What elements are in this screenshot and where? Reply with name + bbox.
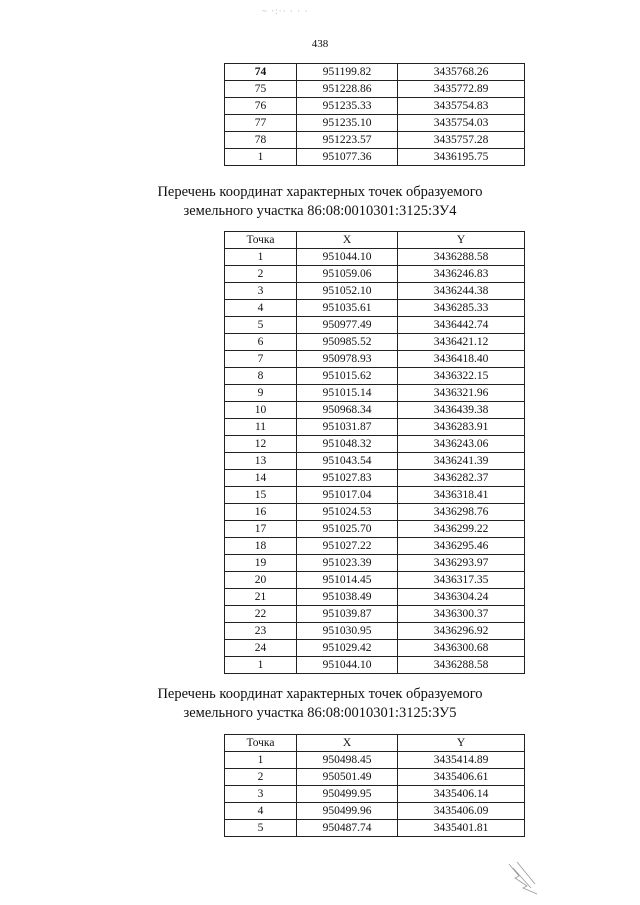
table-row	[225, 98, 525, 115]
y-coordinate-cell: 3436195.75	[398, 149, 525, 166]
y-coordinate-cell: 3436288.58	[398, 249, 525, 266]
y-coordinate-cell: 3436282.37	[398, 470, 525, 487]
table-row	[225, 81, 525, 98]
point-number-cell: 2	[225, 769, 297, 786]
x-coordinate-cell: 951015.62	[297, 368, 398, 385]
point-number-cell: 1	[225, 249, 297, 266]
x-coordinate-cell: 950985.52	[297, 334, 398, 351]
y-coordinate-cell: 3435414.89	[398, 752, 525, 769]
y-coordinate-cell: 3436246.83	[398, 266, 525, 283]
y-coordinate-cell: 3436322.15	[398, 368, 525, 385]
y-coordinate-cell: 3436298.76	[398, 504, 525, 521]
table-row	[225, 623, 525, 640]
x-coordinate-cell: 951015.14	[297, 385, 398, 402]
x-coordinate-cell: 950977.49	[297, 317, 398, 334]
table-row	[225, 521, 525, 538]
x-coordinate-cell: 951059.06	[297, 266, 398, 283]
column-header: Y	[398, 232, 525, 249]
x-coordinate-cell: 951048.32	[297, 436, 398, 453]
table-row	[225, 786, 525, 803]
section-title-zu4-line1: Перечень координат характерных точек образуемого	[157, 184, 483, 200]
y-coordinate-cell: 3436244.38	[398, 283, 525, 300]
column-header: X	[297, 232, 398, 249]
table-row	[225, 334, 525, 351]
x-coordinate-cell: 950978.93	[297, 351, 398, 368]
y-coordinate-cell: 3435772.89	[398, 81, 525, 98]
point-number-cell: 1	[225, 752, 297, 769]
point-number-cell: 3	[225, 786, 297, 803]
y-coordinate-cell: 3435406.09	[398, 803, 525, 820]
point-number-cell: 19	[225, 555, 297, 572]
point-number-cell: 74	[225, 64, 297, 81]
point-number-cell: 10	[225, 402, 297, 419]
y-coordinate-cell: 3435754.83	[398, 98, 525, 115]
table-row	[225, 538, 525, 555]
x-coordinate-cell: 951035.61	[297, 300, 398, 317]
x-coordinate-cell: 951039.87	[297, 606, 398, 623]
coords-table-zu4	[224, 231, 525, 674]
y-coordinate-cell: 3436300.37	[398, 606, 525, 623]
point-number-cell: 23	[225, 623, 297, 640]
x-coordinate-cell: 951052.10	[297, 283, 398, 300]
point-number-cell: 15	[225, 487, 297, 504]
table-row	[225, 115, 525, 132]
column-header: Точка	[225, 232, 297, 249]
table-row	[225, 820, 525, 837]
x-coordinate-cell: 950968.34	[297, 402, 398, 419]
page-number: 438	[311, 38, 329, 50]
table-row	[225, 249, 525, 266]
y-coordinate-cell: 3436300.68	[398, 640, 525, 657]
table-row	[225, 300, 525, 317]
point-number-cell: 21	[225, 589, 297, 606]
x-coordinate-cell: 951027.83	[297, 470, 398, 487]
x-coordinate-cell: 951031.87	[297, 419, 398, 436]
point-number-cell: 17	[225, 521, 297, 538]
y-coordinate-cell: 3436442.74	[398, 317, 525, 334]
point-number-cell: 1	[225, 149, 297, 166]
y-coordinate-cell: 3436293.97	[398, 555, 525, 572]
table-row	[225, 132, 525, 149]
point-number-cell: 6	[225, 334, 297, 351]
table-row	[225, 640, 525, 657]
point-number-cell: 9	[225, 385, 297, 402]
x-coordinate-cell: 950501.49	[297, 769, 398, 786]
table-row	[225, 266, 525, 283]
x-coordinate-cell: 951199.82	[297, 64, 398, 81]
point-number-cell: 11	[225, 419, 297, 436]
y-coordinate-cell: 3435768.26	[398, 64, 525, 81]
y-coordinate-cell: 3435406.14	[398, 786, 525, 803]
y-coordinate-cell: 3436299.22	[398, 521, 525, 538]
table-row	[225, 149, 525, 166]
x-coordinate-cell: 950498.45	[297, 752, 398, 769]
x-coordinate-cell: 951023.39	[297, 555, 398, 572]
table-row	[225, 436, 525, 453]
table-row	[225, 64, 525, 81]
x-coordinate-cell: 951223.57	[297, 132, 398, 149]
table-row	[225, 769, 525, 786]
x-coordinate-cell: 950487.74	[297, 820, 398, 837]
y-coordinate-cell: 3436243.06	[398, 436, 525, 453]
point-number-cell: 5	[225, 317, 297, 334]
coords-table-zu5	[224, 734, 525, 837]
top-marks: ~ ·:·· · · ·	[262, 6, 309, 16]
table-row	[225, 317, 525, 334]
table-row	[225, 752, 525, 769]
point-number-cell: 4	[225, 803, 297, 820]
point-number-cell: 78	[225, 132, 297, 149]
x-coordinate-cell: 951228.86	[297, 81, 398, 98]
y-coordinate-cell: 3436288.58	[398, 657, 525, 674]
table-row	[225, 419, 525, 436]
point-number-cell: 22	[225, 606, 297, 623]
x-coordinate-cell: 951235.33	[297, 98, 398, 115]
y-coordinate-cell: 3436285.33	[398, 300, 525, 317]
x-coordinate-cell: 951029.42	[297, 640, 398, 657]
point-number-cell: 76	[225, 98, 297, 115]
x-coordinate-cell: 951043.54	[297, 453, 398, 470]
point-number-cell: 18	[225, 538, 297, 555]
table-row	[225, 803, 525, 820]
y-coordinate-cell: 3436418.40	[398, 351, 525, 368]
point-number-cell: 20	[225, 572, 297, 589]
y-coordinate-cell: 3436321.96	[398, 385, 525, 402]
table-row	[225, 606, 525, 623]
x-coordinate-cell: 951044.10	[297, 249, 398, 266]
section-title-zu5-line1: Перечень координат характерных точек образуемого	[157, 686, 483, 702]
section-title-zu5	[0, 685, 640, 723]
point-number-cell: 5	[225, 820, 297, 837]
coords-table-continuation	[224, 63, 525, 166]
table-row	[225, 402, 525, 419]
table-row	[225, 657, 525, 674]
column-header: Y	[398, 735, 525, 752]
y-coordinate-cell: 3436295.46	[398, 538, 525, 555]
point-number-cell: 12	[225, 436, 297, 453]
x-coordinate-cell: 951235.10	[297, 115, 398, 132]
point-number-cell: 77	[225, 115, 297, 132]
point-number-cell: 7	[225, 351, 297, 368]
x-coordinate-cell: 951014.45	[297, 572, 398, 589]
table-row	[225, 487, 525, 504]
column-header: Точка	[225, 735, 297, 752]
x-coordinate-cell: 951077.36	[297, 149, 398, 166]
point-number-cell: 8	[225, 368, 297, 385]
x-coordinate-cell: 951044.10	[297, 657, 398, 674]
y-coordinate-cell: 3435757.28	[398, 132, 525, 149]
point-number-cell: 75	[225, 81, 297, 98]
x-coordinate-cell: 951024.53	[297, 504, 398, 521]
table-row	[225, 555, 525, 572]
y-coordinate-cell: 3436296.92	[398, 623, 525, 640]
y-coordinate-cell: 3436421.12	[398, 334, 525, 351]
table-row	[225, 589, 525, 606]
point-number-cell: 14	[225, 470, 297, 487]
x-coordinate-cell: 950499.96	[297, 803, 398, 820]
x-coordinate-cell: 951017.04	[297, 487, 398, 504]
column-header: X	[297, 735, 398, 752]
x-coordinate-cell: 951027.22	[297, 538, 398, 555]
section-title-zu4-line2: земельного участка 86:08:0010301:3125:ЗУ4	[183, 203, 457, 219]
table-row	[225, 368, 525, 385]
table-row	[225, 453, 525, 470]
scan-mark-scribble	[505, 858, 545, 898]
table-row	[225, 283, 525, 300]
point-number-cell: 2	[225, 266, 297, 283]
x-coordinate-cell: 951025.70	[297, 521, 398, 538]
x-coordinate-cell: 951038.49	[297, 589, 398, 606]
y-coordinate-cell: 3435406.61	[398, 769, 525, 786]
y-coordinate-cell: 3435401.81	[398, 820, 525, 837]
y-coordinate-cell: 3436317.35	[398, 572, 525, 589]
table-row	[225, 504, 525, 521]
y-coordinate-cell: 3436304.24	[398, 589, 525, 606]
y-coordinate-cell: 3435754.03	[398, 115, 525, 132]
y-coordinate-cell: 3436439.38	[398, 402, 525, 419]
point-number-cell: 13	[225, 453, 297, 470]
table-row	[225, 351, 525, 368]
point-number-cell: 16	[225, 504, 297, 521]
x-coordinate-cell: 951030.95	[297, 623, 398, 640]
table-row	[225, 385, 525, 402]
section-title-zu4	[0, 183, 640, 221]
table-row	[225, 470, 525, 487]
section-title-zu5-line2: земельного участка 86:08:0010301:3125:ЗУ5	[183, 705, 457, 721]
table-row	[225, 572, 525, 589]
point-number-cell: 1	[225, 657, 297, 674]
y-coordinate-cell: 3436241.39	[398, 453, 525, 470]
point-number-cell: 3	[225, 283, 297, 300]
y-coordinate-cell: 3436283.91	[398, 419, 525, 436]
point-number-cell: 24	[225, 640, 297, 657]
y-coordinate-cell: 3436318.41	[398, 487, 525, 504]
point-number-cell: 4	[225, 300, 297, 317]
x-coordinate-cell: 950499.95	[297, 786, 398, 803]
